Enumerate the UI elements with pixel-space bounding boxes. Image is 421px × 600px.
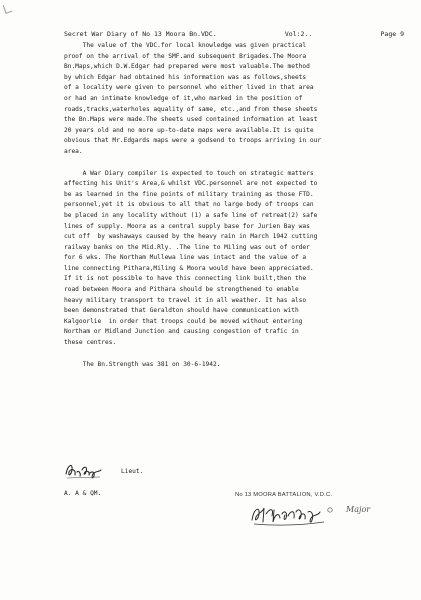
- paragraph-line: heavy military transport to travel it in all weather. It has also: [64, 296, 307, 304]
- paragraph-line: Kalgoorlie in order that troops could be moved without entering: [64, 317, 303, 325]
- right-signature-handwritten: [248, 500, 338, 528]
- lieut-label: Lieut.: [121, 468, 144, 475]
- aqm-label: A. A & QM.: [64, 490, 102, 497]
- header-page-number: Page 9: [380, 30, 404, 38]
- paragraph-line: proof on the arrival of the SMF.and subsequent Brigades.The Moora: [64, 52, 307, 60]
- header-title: Secret War Diary of No 13 Moora Bn.VDC.: [64, 30, 217, 38]
- paragraph-strategy: [64, 169, 394, 349]
- paragraph-line: by which Edgar had obtained his information was as follows,sheets: [64, 73, 307, 81]
- paragraph-maps: [64, 41, 394, 158]
- paragraph-line: The value of the VDC.for local knowledge was given practical: [64, 42, 307, 49]
- paragraph-line: railway banks on the Mid.Rly. .The line to Miling was out of order: [64, 243, 310, 251]
- strength-line: The Bn.Strength was 381 on 30-6-1942.: [64, 360, 221, 368]
- paragraph-line: for 6 wks. The Northam Mullewa line was intact and the value of a: [64, 254, 307, 262]
- paragraph-line: A War Diary compiler is expected to touch on strategic matters: [64, 169, 314, 177]
- major-rank-handwritten: Major: [346, 505, 371, 514]
- paragraph-line: obvious that Mr.Edgards maps were a godsend to troops arriving in our: [64, 137, 322, 145]
- left-signature-handwritten: [64, 460, 104, 482]
- paragraph-line: or had an intimate knowledge of it,who marked in the position of: [64, 94, 303, 102]
- paragraph-line: of a locality were given to personnel who either lived in that area: [64, 84, 314, 92]
- paragraph-line: road between Moora and Pithara should be strengthened to enable: [64, 286, 299, 294]
- paragraph-line: lines of supply. Moora as a central supply base for Jurien Bay was: [64, 222, 310, 230]
- paragraph-line: line connecting Pithara,Miling & Moora would have been appreciated.: [64, 264, 314, 272]
- paragraph-line: area.: [64, 147, 83, 155]
- corner-pen-mark: [3, 3, 13, 14]
- paragraph-line: been demonstrated that Geraldton should have communication with: [64, 307, 299, 315]
- diary-body: [64, 41, 394, 370]
- paragraph-line: roads,tracks,waterholes aquality of same, etc.,and from these sheets: [64, 105, 318, 113]
- paragraph-line: personnel,yet it is obvious to all that no large body of troops can: [64, 201, 314, 209]
- paragraph-line: If it is not possible to have this connecting link built,then the: [64, 275, 307, 283]
- paragraph-line: be placed in any locality without (1) a safe line of retreat(2) safe: [64, 211, 318, 219]
- paragraph-line: affecting his Unit's Area,& whilst VDC.personnel are not expected to: [64, 180, 318, 188]
- paragraph-line: the Bn.Maps were made.The sheets used contained information at least: [64, 116, 318, 124]
- paragraph-line: these centres.: [64, 339, 117, 347]
- header-volume: Vol:2..: [284, 30, 313, 38]
- paragraph-line: 20 years old and no more up-to-date maps were available.It is quite: [64, 126, 314, 134]
- page-header: [64, 30, 404, 39]
- paragraph-line: be as learned in the fine points of military training as those FTD.: [64, 190, 314, 198]
- paragraph-line: Northam or Midland Junction and causing congestion of trafic in: [64, 328, 299, 336]
- paragraph-line: cut off by washaways caused by the heavy rain in March 1942 cutting: [64, 233, 318, 241]
- battalion-stamp: No 13 MOORA BATTALION, V.D.C.: [235, 492, 333, 498]
- paragraph-line: Bn.Maps,which D.W.Edgar had prepared were most valuable.The method: [64, 63, 310, 71]
